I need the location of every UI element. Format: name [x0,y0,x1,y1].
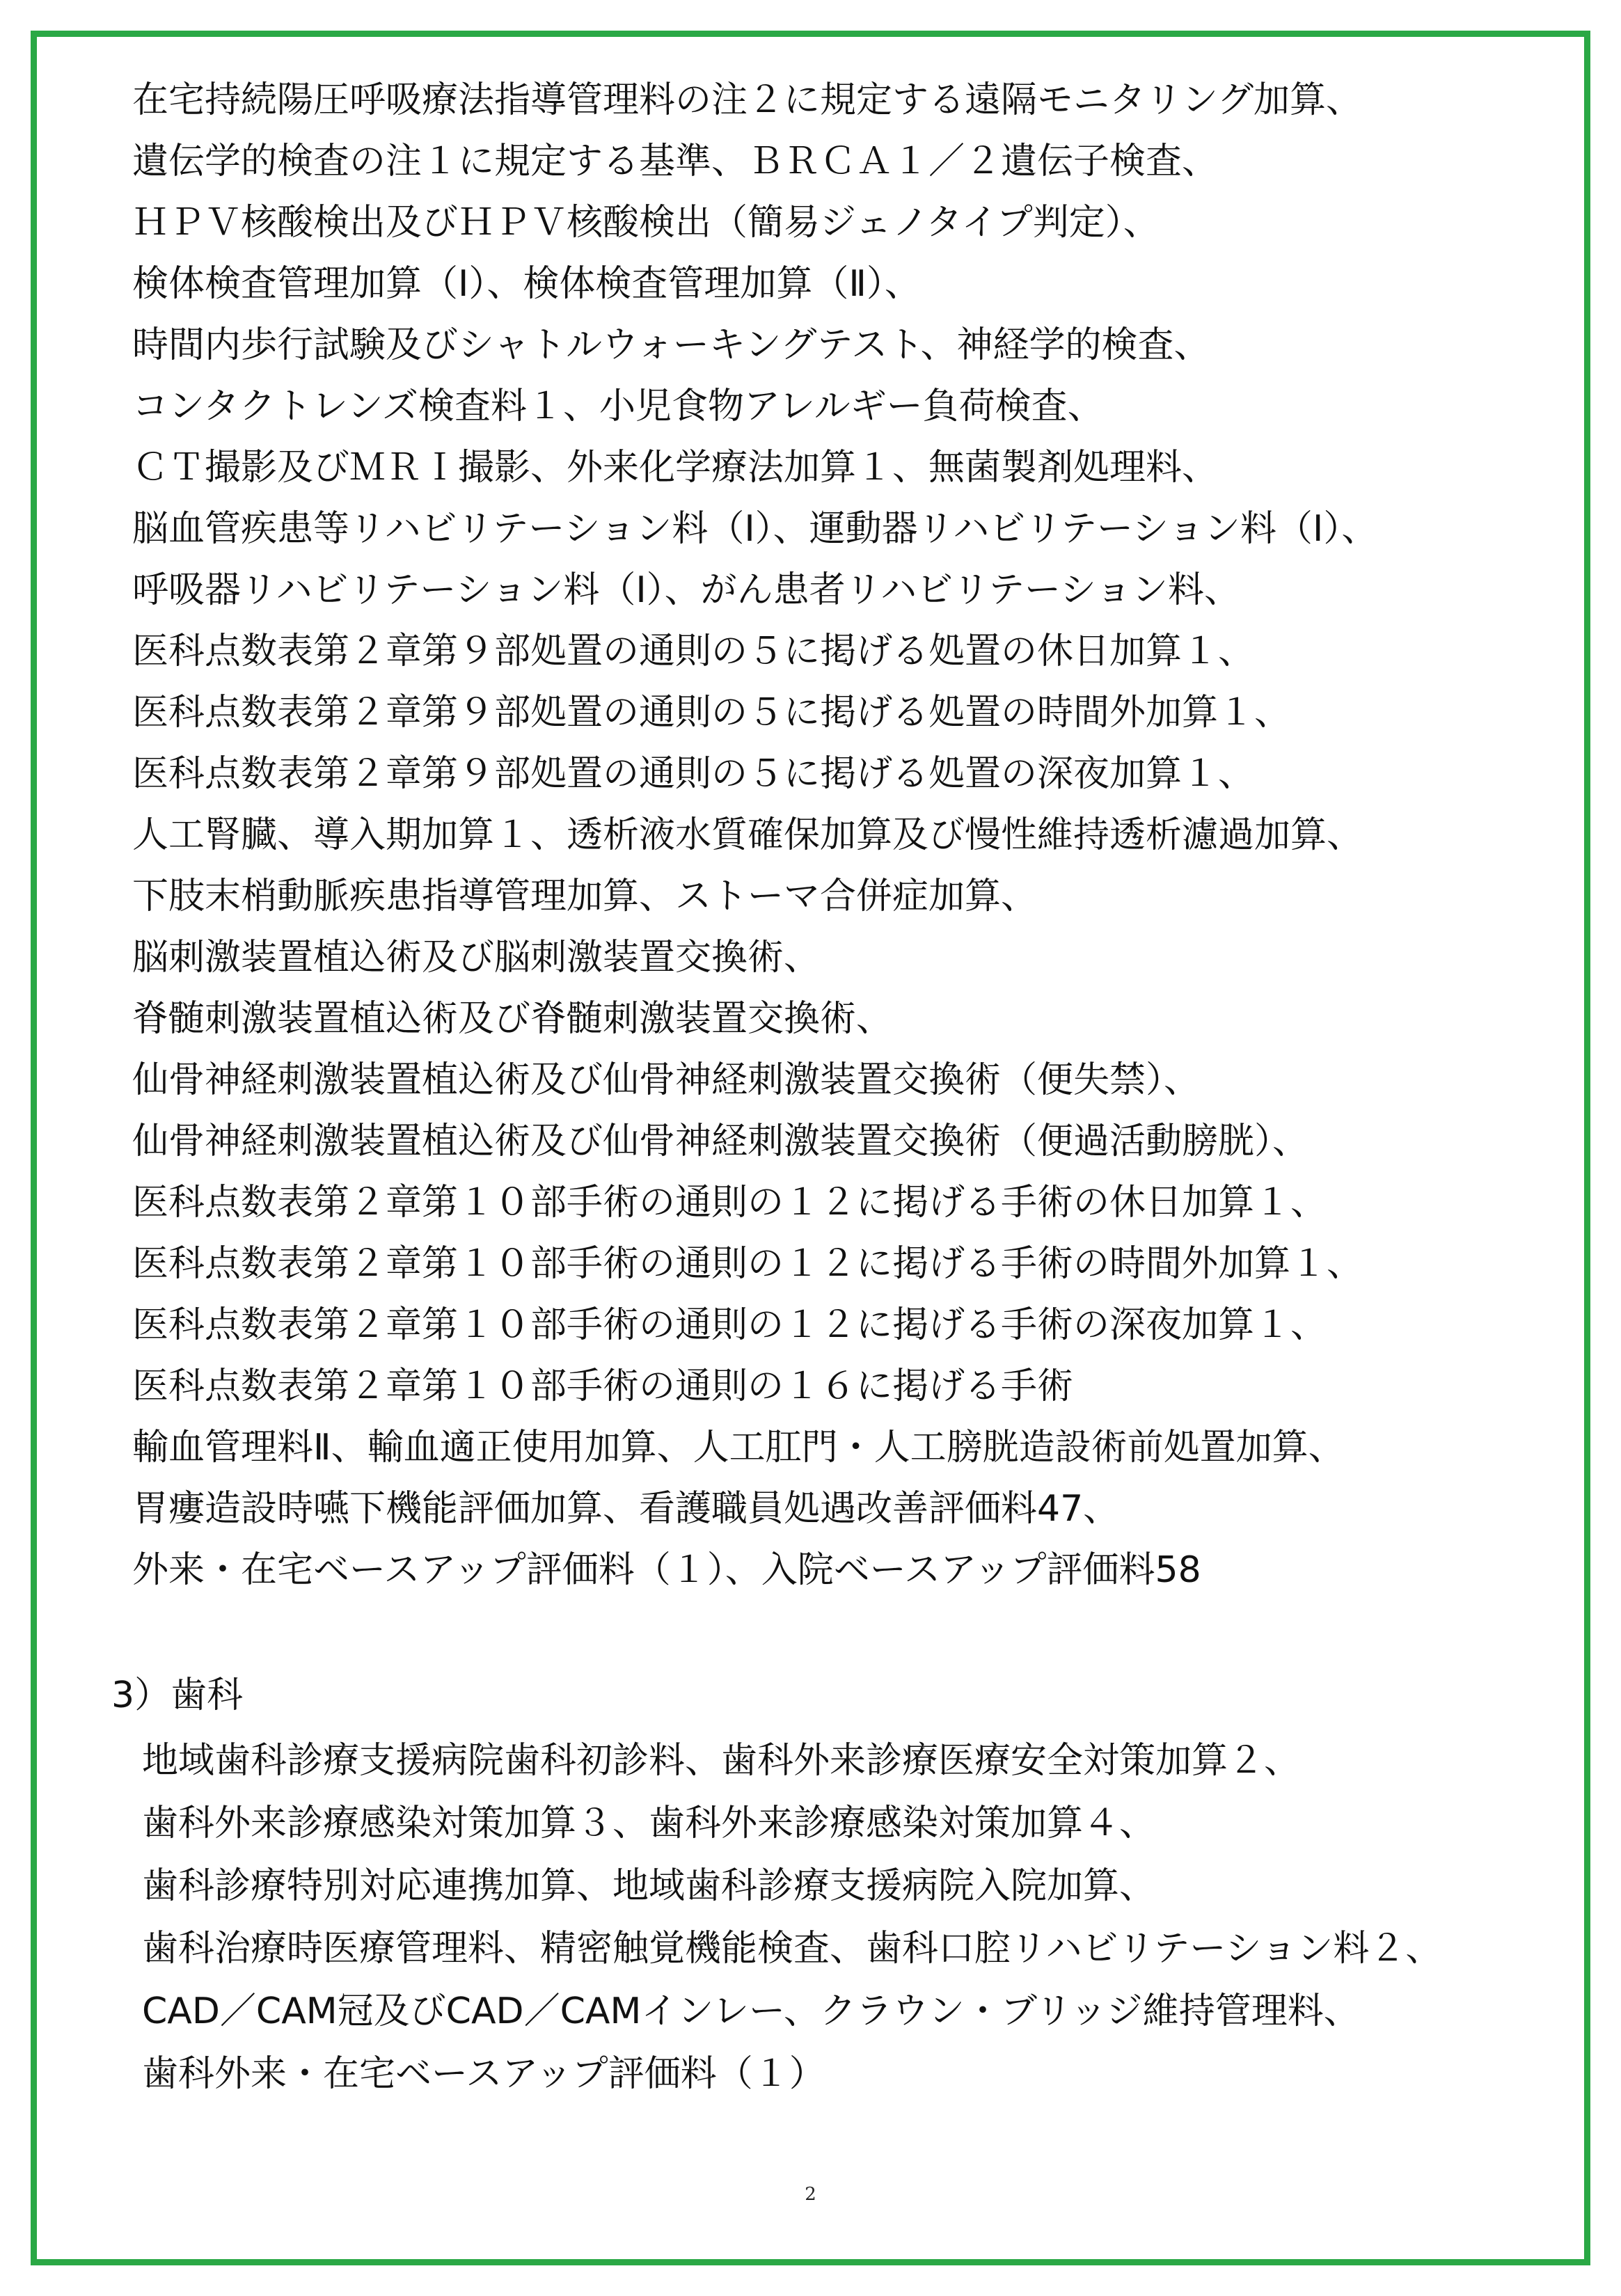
page-number: 2 [805,2184,816,2205]
list-line: 時間内歩行試験及びシャトルウォーキングテスト、神経学的検査、 [132,324,1210,366]
list-line: 仙骨神経刺激装置植込術及び仙骨神経刺激装置交換術（便過活動膀胱）、 [132,1121,1309,1162]
list-line: 輸血管理料Ⅱ、輸血適正使用加算、人工肛門・人工膀胱造設術前処置加算、 [132,1427,1345,1468]
section-heading: 3）歯科 [111,1675,244,1716]
list-line: ＨＰＶ核酸検出及びＨＰＶ核酸検出（簡易ジェノタイプ判定）、 [132,202,1160,244]
list-line: 医科点数表第２章第１０部手術の通則の１２に掲げる手術の休日加算１、 [132,1182,1327,1224]
list-line: 胃瘻造設時嚥下機能評価加算、看護職員処遇改善評価料47、 [132,1488,1120,1530]
list-line: 医科点数表第２章第１０部手術の通則の１６に掲げる手術 [132,1365,1074,1407]
list-line: 歯科外来診療感染対策加算３、歯科外来診療感染対策加算４、 [142,1803,1156,1844]
list-line: 呼吸器リハビリテーション料（Ⅰ）、がん患者リハビリテーション料、 [132,569,1240,611]
list-line: 歯科治療時医療管理料、精密触覚機能検査、歯科口腔リハビリテーション料２、 [142,1928,1442,1970]
list-line: 下肢末梢動脈疾患指導管理加算、ストーマ合併症加算、 [132,876,1038,917]
list-line: 医科点数表第２章第９部処置の通則の５に掲げる処置の休日加算１、 [132,631,1255,672]
list-line: 仙骨神経刺激装置植込術及び仙骨神経刺激装置交換術（便失禁）、 [132,1059,1201,1101]
list-line: 脊髄刺激装置植込術及び脊髄刺激装置交換術、 [132,998,893,1040]
list-line: 歯科診療特別対応連携加算、地域歯科診療支援病院入院加算、 [142,1865,1156,1907]
list-line: ＣＴ撮影及びＭＲＩ撮影、外来化学療法加算１、無菌製剤処理料、 [132,447,1219,489]
list-line: 歯科外来・在宅ベースアップ評価料（１） [142,2053,825,2095]
list-line: 医科点数表第２章第９部処置の通則の５に掲げる処置の時間外加算１、 [132,692,1291,734]
list-line: 人工腎臓、導入期加算１、透析液水質確保加算及び慢性維持透析濾過加算、 [132,814,1363,856]
list-line: コンタクトレンズ検査料１、小児食物アレルギー負荷検査、 [132,386,1104,427]
list-line: 脳刺激装置植込術及び脳刺激装置交換術、 [132,937,821,979]
list-line: 医科点数表第２章第１０部手術の通則の１２に掲げる手術の時間外加算１、 [132,1243,1363,1285]
list-line: 医科点数表第２章第９部処置の通則の５に掲げる処置の深夜加算１、 [132,753,1255,795]
list-line: 在宅持続陽圧呼吸療法指導管理料の注２に規定する遠隔モニタリング加算、 [132,79,1362,121]
list-line: 脳血管疾患等リハビリテーション料（Ⅰ）、運動器リハビリテーション料（Ⅰ）、 [132,508,1378,550]
list-line: 検体検査管理加算（Ⅰ）、検体検査管理加算（Ⅱ）、 [132,263,921,305]
list-line: 遺伝学的検査の注１に規定する基準、ＢＲＣＡ１／２遺伝子検査、 [132,141,1219,182]
list-line: CAD／CAM冠及びCAD／CAMインレー、クラウン・ブリッジ維持管理料、 [142,1990,1360,2032]
list-line: 地域歯科診療支援病院歯科初診料、歯科外来診療医療安全対策加算２、 [142,1740,1301,1782]
list-line: 医科点数表第２章第１０部手術の通則の１２に掲げる手術の深夜加算１、 [132,1304,1327,1346]
list-line: 外来・在宅ベースアップ評価料（１）、入院ベースアップ評価料58 [132,1549,1201,1591]
